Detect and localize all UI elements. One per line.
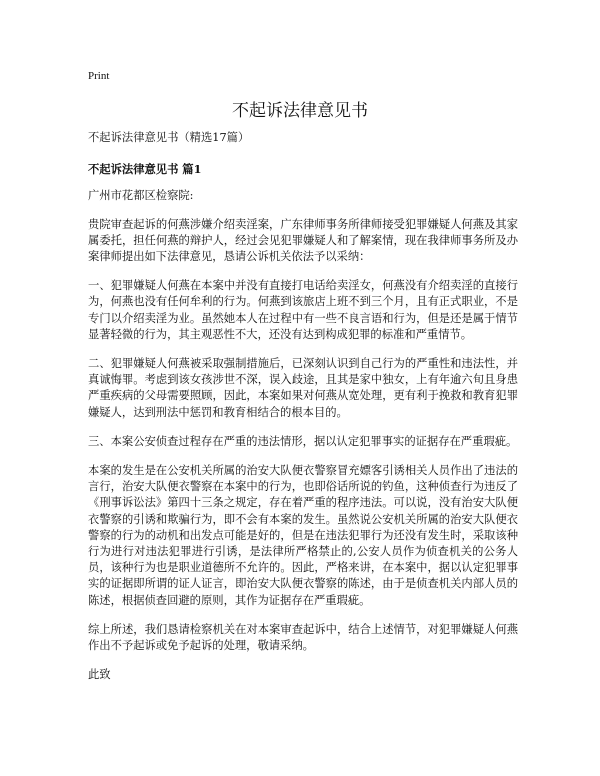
paragraph-point-3: 三、本案公安侦查过程存在严重的违法情形，据以认定犯罪事实的证据存在严重瑕疵。 [88, 434, 518, 448]
paragraph-point-2: 二、犯罪嫌疑人何燕被采取强制措施后，已深刻认识到自己行为的严重性和违法性，并真诚悔罪。考虑到该女孩涉世不深，误入歧途，且其是家中独女，上有年逾六旬且身患严重疾病的父母需要照顾，因此，本案如果对何燕从宽处理，更有利于挽救和教育犯罪嫌疑人，达到刑法中惩罚和教育相结合的根本目的。 [88, 357, 518, 419]
print-label: Print [88, 70, 110, 82]
document-subtitle: 不起诉法律意见书（精选17篇） [88, 131, 250, 144]
paragraph-point-1: 一、犯罪嫌疑人何燕在本案中并没有直接打电话给卖淫女，何燕没有介绍卖淫的直接行为，何燕也没有任何牟利的行为。何燕到该旅店上班不到三个月，且有正式职业，不是专门以介绍卖淫为业。虽然她本人在过程中有一些不良言语和行为，但是还是属于情节显著轻微的行为，其主观恶性不大，还没有达到构成犯罪的标准和严重情节。 [88, 279, 518, 341]
salutation: 广州市花都区检察院: [88, 189, 194, 203]
paragraph-intro: 贵院审查起诉的何燕涉嫌介绍卖淫案，广东律师事务所律师接受犯罪嫌疑人何燕及其家属委托，担任何燕的辩护人，经过会见犯罪嫌疑人和了解案情，现在我律师事务所及办案律师提出如下法律意见，恳请公诉机关依法予以采纳： [88, 217, 518, 264]
paragraph-detail: 本案的发生是在公安机关所属的治安大队便衣警察冒充嫖客引诱相关人员作出了违法的言行，治安大队便衣警察在本案中的行为，也即俗话所说的钓鱼，这种侦查行为违反了《刑事诉讼法》第四十三条之规定，存在着严重的程序违法。可以说，没有治安大队便衣警察的引诱和欺骗行为，即不会有本案的发生。虽然说公安机关所属的治安大队便衣警察的行为的动机和出发点可能是好的，但是在违法犯罪行为还没有发生时，采取该种行为进行对违法犯罪进行引诱，是法律所严格禁止的,公安人员作为侦查机关的公务人员，该种行为也是职业道德所不允许的。因此，严格来讲，在本案中，据以认定犯罪事实的证据即所谓的证人证言，即治安大队便衣警察的陈述，由于是侦查机关内部人员的陈述，根据侦查回避的原则，其作为证据存在严重瑕疵。 [88, 464, 518, 607]
document-body [88, 130, 518, 683]
paragraph-conclusion: 综上所述，我们恳请检察机关在对本案审查起诉中，结合上述情节，对犯罪嫌疑人何燕作出不予起诉或免予起诉的处理，敬请采纳。 [88, 622, 518, 653]
section-heading: 不起诉法律意见书 篇1 [88, 162, 202, 177]
closing-line: 此致 [88, 668, 111, 682]
document-title: 不起诉法律意见书 [232, 101, 368, 121]
